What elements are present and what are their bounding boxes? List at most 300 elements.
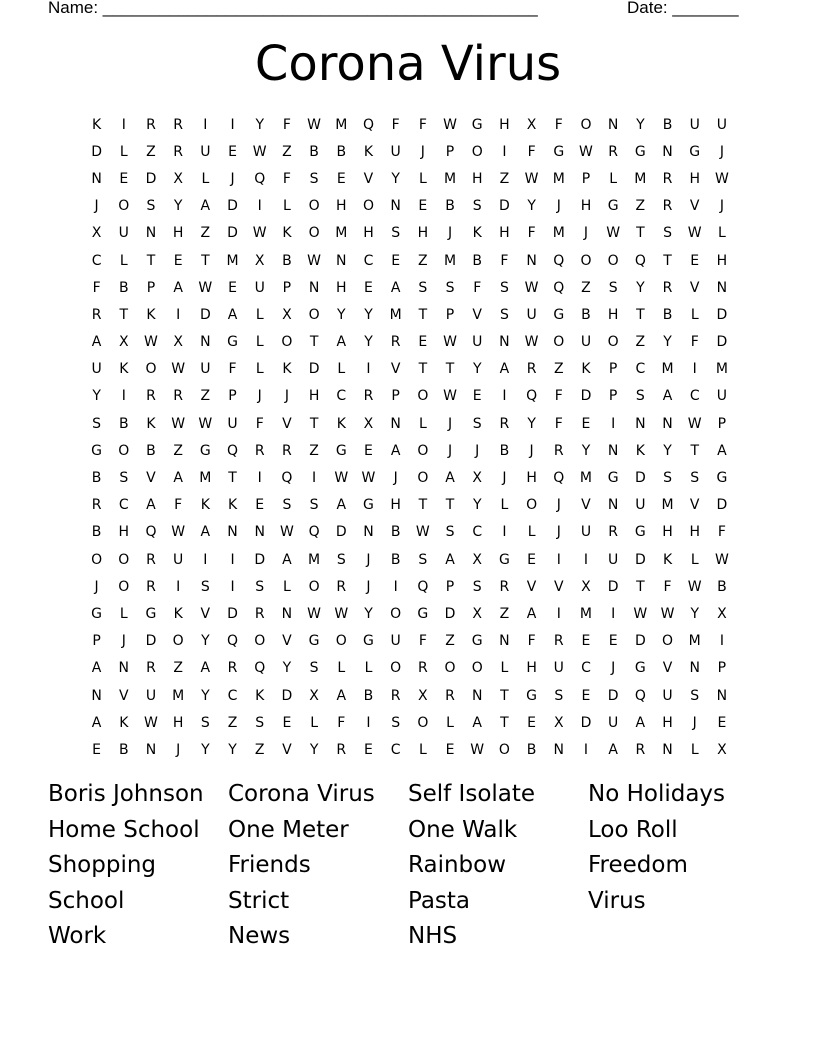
grid-letter: J	[447, 442, 453, 459]
grid-letter: I	[366, 361, 371, 378]
grid-letter: R	[91, 306, 102, 323]
grid-letter: E	[336, 170, 346, 187]
grid-letter: H	[689, 524, 700, 541]
grid-letter: H	[716, 252, 728, 269]
grid-letter: X	[581, 578, 591, 595]
grid-letter: S	[200, 578, 210, 595]
grid-letter: M	[443, 252, 457, 269]
grid-letter: Y	[690, 605, 699, 622]
grid-letter: W	[470, 741, 485, 758]
grid-letter: O	[308, 225, 320, 242]
grid-letter: S	[472, 578, 482, 595]
grid-letter: J	[284, 388, 289, 405]
grid-letter: H	[526, 660, 537, 677]
grid-letter: G	[91, 605, 103, 622]
grid-letter: L	[283, 578, 291, 595]
grid-letter: E	[92, 741, 102, 758]
grid-letter: M	[715, 361, 728, 378]
grid-letter: U	[608, 551, 619, 568]
word-list-item: NHS	[408, 923, 458, 950]
grid-letter: U	[580, 524, 592, 541]
grid-letter: F	[255, 415, 264, 432]
grid-letter: F	[337, 714, 346, 731]
grid-letter: I	[611, 605, 616, 622]
grid-letter: P	[445, 578, 455, 595]
grid-letter: W	[443, 388, 457, 405]
grid-letter: G	[308, 633, 320, 650]
grid-letter: X	[91, 225, 102, 242]
grid-letter: S	[499, 306, 509, 323]
grid-letter: U	[635, 497, 646, 514]
grid-letter: Q	[634, 252, 646, 269]
grid-letter: B	[146, 442, 156, 459]
grid-letter: M	[199, 470, 212, 487]
grid-letter: F	[418, 633, 427, 650]
grid-letter: G	[526, 687, 538, 704]
grid-letter: J	[94, 578, 99, 595]
grid-letter: N	[390, 415, 401, 432]
grid-letter: E	[581, 633, 591, 650]
grid-letter: D	[716, 334, 728, 351]
grid-letter: A	[499, 361, 510, 378]
grid-letter: W	[633, 605, 648, 622]
grid-letter: R	[662, 198, 673, 215]
grid-letter: E	[418, 334, 428, 351]
grid-letter: Y	[391, 170, 400, 187]
word-list-item: Freedom	[588, 852, 688, 879]
grid-letter: B	[118, 741, 129, 758]
grid-letter: A	[336, 497, 347, 514]
grid-letter: O	[390, 605, 402, 622]
grid-letter: K	[92, 116, 102, 133]
grid-letter: I	[583, 741, 589, 758]
grid-letter: E	[527, 551, 537, 568]
grid-letter: N	[553, 741, 565, 758]
grid-letter: X	[717, 741, 727, 758]
grid-letter: N	[716, 687, 728, 704]
grid-letter: J	[366, 578, 371, 595]
grid-letter: V	[553, 578, 564, 595]
grid-letter: Z	[581, 279, 591, 296]
grid-letter: W	[334, 470, 349, 487]
grid-letter: V	[282, 633, 292, 650]
grid-letter: Z	[445, 633, 455, 650]
grid-letter: G	[363, 497, 374, 514]
grid-letter: P	[608, 388, 618, 405]
grid-letter: M	[226, 252, 239, 269]
grid-letter: K	[363, 143, 374, 160]
grid-letter: R	[173, 388, 184, 405]
grid-letter: K	[146, 306, 156, 323]
grid-letter: L	[609, 170, 618, 187]
grid-letter: A	[472, 714, 482, 731]
grid-letter: W	[714, 170, 729, 187]
grid-letter: U	[580, 334, 592, 351]
grid-letter: U	[227, 415, 238, 432]
grid-letter: B	[91, 524, 102, 541]
grid-letter: O	[118, 551, 130, 568]
grid-letter: L	[418, 415, 427, 432]
grid-letter: S	[472, 198, 482, 215]
grid-letter: Q	[308, 524, 320, 541]
grid-letter: Y	[636, 279, 645, 296]
grid-letter: O	[580, 252, 592, 269]
grid-letter: N	[227, 524, 238, 541]
grid-letter: R	[146, 578, 156, 595]
grid-letter: W	[443, 116, 457, 133]
grid-letter: I	[230, 578, 235, 595]
grid-letter: L	[690, 306, 699, 323]
grid-letter: Z	[173, 442, 183, 459]
grid-letter: Q	[634, 687, 646, 704]
grid-letter: K	[227, 497, 238, 514]
grid-letter: A	[91, 714, 102, 731]
grid-letter: M	[661, 361, 674, 378]
grid-letter: W	[415, 524, 430, 541]
grid-letter: B	[499, 442, 510, 459]
grid-letter: G	[417, 605, 429, 622]
grid-letter: B	[91, 470, 102, 487]
word-list	[48, 777, 768, 955]
grid-letter: N	[308, 279, 320, 296]
grid-letter: S	[200, 714, 210, 731]
grid-letter: R	[363, 388, 374, 405]
word-list-item: One Meter	[228, 816, 349, 843]
word-list-item: No Holidays	[588, 781, 726, 807]
grid-letter: E	[608, 633, 618, 650]
grid-letter: J	[447, 225, 453, 242]
grid-letter: I	[583, 551, 589, 568]
grid-letter: X	[363, 415, 374, 432]
grid-letter: D	[634, 633, 646, 650]
grid-letter: G	[471, 116, 483, 133]
worksheet-header	[48, 0, 739, 18]
grid-letter: A	[146, 497, 156, 514]
grid-letter: R	[417, 660, 428, 677]
grid-letter: Y	[173, 198, 183, 215]
grid-letter: G	[498, 551, 510, 568]
grid-letter: O	[607, 252, 619, 269]
grid-letter: Z	[635, 198, 646, 215]
grid-letter: N	[91, 687, 102, 704]
grid-letter: N	[499, 633, 510, 650]
grid-letter: U	[662, 687, 673, 704]
grid-letter: J	[529, 442, 534, 459]
grid-letter: E	[119, 170, 129, 187]
grid-letter: L	[500, 660, 509, 677]
grid-letter: B	[717, 578, 727, 595]
grid-letter: R	[254, 442, 265, 459]
grid-letter: V	[689, 198, 700, 215]
grid-letter: L	[283, 198, 291, 215]
grid-letter: C	[363, 252, 374, 269]
grid-letter: W	[198, 415, 213, 432]
grid-letter: P	[581, 170, 591, 187]
grid-letter: I	[203, 551, 208, 568]
grid-letter: U	[472, 334, 483, 351]
grid-letter: Y	[663, 442, 672, 459]
grid-letter: Q	[254, 660, 266, 677]
grid-letter: F	[473, 279, 482, 296]
grid-letter: R	[146, 660, 156, 677]
grid-letter: W	[144, 334, 158, 351]
grid-letter: L	[500, 497, 509, 514]
grid-letter: C	[227, 687, 238, 704]
grid-letter: I	[312, 470, 317, 487]
grid-letter: R	[91, 497, 102, 514]
word-list-item: Boris Johnson	[48, 781, 204, 807]
grid-letter: K	[282, 361, 292, 378]
grid-letter: T	[445, 361, 455, 378]
grid-letter: L	[255, 306, 264, 323]
grid-letter: N	[118, 660, 130, 677]
grid-letter: T	[636, 225, 645, 242]
grid-letter: V	[662, 660, 673, 677]
grid-letter: T	[690, 442, 699, 459]
grid-letter: Y	[472, 361, 482, 378]
grid-letter: Q	[254, 170, 266, 187]
grid-letter: P	[282, 279, 292, 296]
grid-letter: O	[526, 497, 538, 514]
grid-letter: T	[663, 252, 672, 269]
grid-letter: P	[146, 279, 156, 296]
grid-letter: U	[526, 306, 537, 323]
grid-letter: D	[227, 198, 238, 215]
grid-letter: T	[146, 252, 156, 269]
grid-letter: V	[390, 361, 401, 378]
word-list-item: Corona Virus	[228, 781, 375, 807]
grid-letter: M	[335, 116, 348, 133]
grid-letter: Y	[228, 741, 237, 758]
grid-letter: L	[255, 361, 264, 378]
grid-letter: M	[172, 687, 185, 704]
grid-letter: A	[717, 442, 727, 459]
grid-letter: P	[92, 633, 101, 650]
grid-letter: J	[583, 225, 589, 242]
grid-letter: R	[608, 524, 619, 541]
grid-letter: D	[716, 497, 728, 514]
grid-letter: Y	[527, 198, 536, 215]
grid-letter: Q	[553, 252, 565, 269]
grid-letter: A	[200, 198, 211, 215]
grid-letter: I	[502, 388, 507, 405]
grid-letter: X	[309, 687, 319, 704]
grid-letter: W	[307, 116, 322, 133]
grid-letter: X	[173, 170, 183, 187]
grid-letter: E	[173, 252, 183, 269]
grid-letter: A	[227, 306, 238, 323]
grid-letter: F	[282, 116, 291, 133]
grid-letter: D	[145, 170, 157, 187]
grid-letter: Q	[227, 633, 239, 650]
grid-letter: E	[717, 714, 727, 731]
grid-letter: G	[363, 633, 374, 650]
grid-letter: Q	[281, 470, 293, 487]
grid-letter: D	[444, 605, 456, 622]
grid-letter: Q	[362, 116, 374, 133]
word-list-item: Friends	[228, 852, 311, 879]
grid-letter: H	[172, 225, 184, 242]
grid-letter: F	[500, 252, 509, 269]
grid-letter: R	[662, 170, 673, 187]
grid-letter: T	[309, 415, 319, 432]
grid-letter: O	[498, 741, 510, 758]
grid-letter: S	[690, 470, 700, 487]
grid-letter: Y	[636, 116, 645, 133]
grid-letter: X	[254, 252, 265, 269]
word-list-item: Shopping	[48, 852, 157, 879]
grid-letter: D	[634, 551, 646, 568]
grid-letter: T	[418, 497, 428, 514]
grid-letter: C	[689, 388, 700, 405]
grid-letter: R	[282, 442, 292, 459]
grid-letter: E	[282, 714, 292, 731]
grid-letter: J	[230, 170, 235, 187]
grid-letter: I	[176, 578, 181, 595]
grid-letter: H	[526, 470, 537, 487]
grid-letter: B	[363, 687, 374, 704]
grid-letter: N	[200, 334, 211, 351]
grid-letter: E	[690, 252, 700, 269]
grid-letter: G	[471, 633, 483, 650]
grid-letter: E	[228, 279, 237, 296]
grid-letter: D	[281, 687, 293, 704]
grid-letter: K	[472, 225, 482, 242]
grid-letter: M	[634, 170, 647, 187]
grid-letter: L	[718, 225, 726, 242]
grid-letter: O	[145, 361, 157, 378]
grid-letter: A	[200, 660, 211, 677]
grid-letter: U	[716, 116, 728, 133]
grid-letter: O	[281, 334, 293, 351]
grid-letter: R	[173, 143, 184, 160]
grid-letter: Z	[200, 225, 211, 242]
grid-letter: Z	[200, 388, 211, 405]
grid-letter: D	[335, 524, 347, 541]
grid-letter: J	[176, 741, 181, 758]
grid-letter: W	[252, 225, 267, 242]
grid-letter: G	[689, 143, 701, 160]
grid-letter: O	[662, 633, 674, 650]
grid-letter: P	[445, 306, 455, 323]
grid-letter: F	[554, 415, 563, 432]
grid-letter: E	[228, 143, 237, 160]
grid-letter: J	[556, 198, 561, 215]
grid-letter: W	[198, 279, 213, 296]
grid-letter: V	[200, 605, 211, 622]
grid-letter: E	[255, 497, 265, 514]
grid-letter: S	[146, 198, 156, 215]
grid-letter: L	[255, 334, 264, 351]
grid-letter: J	[502, 470, 507, 487]
grid-letter: V	[363, 170, 374, 187]
grid-letter: J	[556, 497, 561, 514]
grid-letter: H	[336, 279, 347, 296]
grid-letter: H	[336, 198, 347, 215]
grid-letter: J	[719, 198, 724, 215]
grid-letter: K	[282, 225, 292, 242]
grid-letter: B	[118, 415, 129, 432]
grid-letter: J	[719, 143, 724, 160]
grid-letter: D	[716, 306, 728, 323]
grid-letter: U	[608, 714, 619, 731]
grid-letter: N	[662, 415, 673, 432]
grid-letter: A	[390, 279, 401, 296]
grid-letter: G	[553, 143, 565, 160]
grid-letter: O	[118, 198, 130, 215]
grid-letter: E	[364, 741, 373, 758]
grid-letter: U	[145, 687, 157, 704]
word-list-item: One Walk	[408, 816, 518, 843]
grid-letter: Y	[364, 306, 373, 323]
grid-letter: V	[581, 497, 591, 514]
grid-letter: S	[92, 415, 102, 432]
grid-letter: R	[390, 334, 401, 351]
grid-letter: M	[308, 551, 321, 568]
grid-letter: S	[635, 388, 645, 405]
grid-letter: X	[282, 306, 292, 323]
grid-letter: X	[173, 334, 183, 351]
word-list-item: School	[48, 887, 125, 914]
grid-letter: B	[662, 306, 673, 323]
grid-letter: P	[717, 660, 727, 677]
grid-letter: O	[417, 388, 429, 405]
grid-letter: Q	[227, 442, 239, 459]
grid-letter: B	[390, 551, 401, 568]
grid-letter: C	[118, 497, 129, 514]
word-list-item: Work	[48, 923, 107, 950]
grid-letter: F	[282, 170, 291, 187]
grid-letter: V	[526, 578, 537, 595]
grid-letter: S	[309, 660, 319, 677]
grid-letter: E	[581, 415, 591, 432]
grid-letter: X	[472, 470, 483, 487]
grid-letter: S	[445, 524, 455, 541]
grid-letter: I	[611, 415, 616, 432]
grid-letter: X	[526, 116, 537, 133]
grid-letter: Y	[364, 334, 373, 351]
grid-letter: E	[445, 741, 455, 758]
grid-letter: S	[554, 687, 564, 704]
grid-letter: K	[662, 551, 673, 568]
grid-letter: Q	[417, 578, 429, 595]
grid-letter: D	[308, 361, 320, 378]
grid-letter: U	[716, 388, 728, 405]
grid-letter: N	[662, 741, 673, 758]
grid-letter: S	[418, 551, 428, 568]
grid-letter: N	[607, 116, 619, 133]
grid-letter: H	[363, 225, 374, 242]
grid-letter: C	[472, 524, 483, 541]
grid-letter: L	[119, 252, 128, 269]
grid-letter: A	[282, 551, 292, 568]
grid-letter: L	[418, 170, 427, 187]
grid-letter: L	[527, 524, 536, 541]
grid-letter: M	[579, 605, 593, 622]
grid-letter: Y	[337, 306, 346, 323]
grid-letter: H	[118, 524, 130, 541]
grid-letter: L	[119, 143, 128, 160]
grid-letter: T	[418, 306, 428, 323]
grid-letter: Z	[553, 361, 564, 378]
grid-letter: T	[636, 578, 645, 595]
grid-letter: N	[145, 741, 157, 758]
grid-letter: F	[527, 143, 536, 160]
grid-letter: I	[556, 605, 561, 622]
grid-letter: N	[607, 497, 619, 514]
grid-letter: W	[144, 714, 158, 731]
grid-letter: Y	[255, 116, 264, 133]
